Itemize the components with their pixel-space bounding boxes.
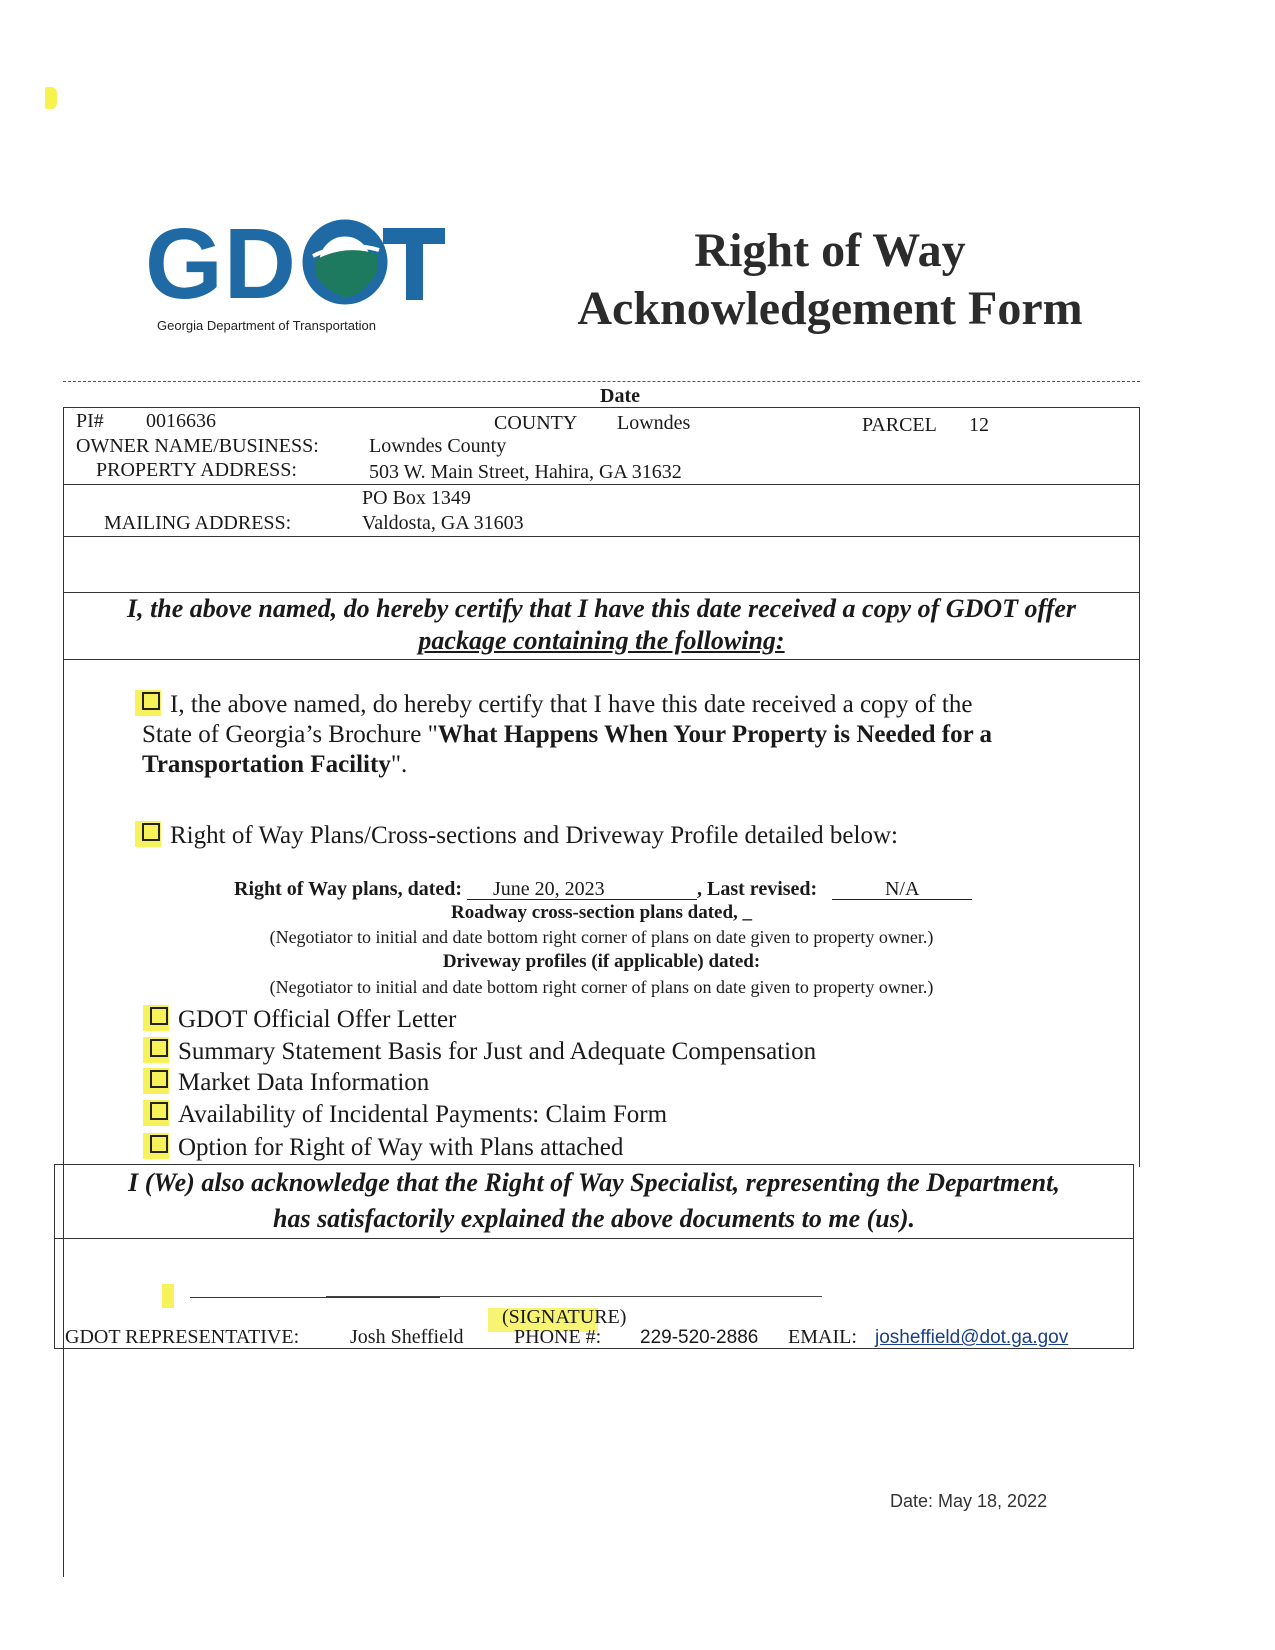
mailing-address-line2: Valdosta, GA 31603 bbox=[362, 512, 524, 534]
acknowledge-line-2: has satisfactorily explained the above documents to me (us). bbox=[272, 1204, 916, 1233]
svg-text:GD: GD bbox=[145, 214, 297, 306]
row-rule bbox=[63, 659, 1140, 660]
mailing-address-label: MAILING ADDRESS: bbox=[104, 512, 292, 534]
brochure-line-2: State of Georgia’s Brochure "What Happens When Your Property is Needed for a bbox=[142, 721, 992, 748]
signature-line[interactable] bbox=[190, 1297, 440, 1298]
gdot-logo bbox=[145, 214, 445, 338]
gdot-logo-icon bbox=[145, 214, 445, 306]
row-rule bbox=[63, 592, 1140, 593]
mailing-address-line1: PO Box 1349 bbox=[362, 487, 471, 509]
page-title bbox=[540, 222, 1120, 338]
email-link[interactable]: josheffield@dot.ga.gov bbox=[875, 1327, 1069, 1348]
phone-label: PHONE #: bbox=[514, 1326, 602, 1348]
owner-value: Lowndes County bbox=[369, 435, 507, 457]
plans-dated-row: Right of Way plans, dated: June 20, 2023 , Last revised: N/A bbox=[234, 878, 972, 900]
rep-value: Josh Sheffield bbox=[350, 1326, 464, 1348]
checklist-item: Summary Statement Basis for Just and Adequate Compensation bbox=[150, 1037, 816, 1067]
checklist-item-brochure: I, the above named, do hereby certify that I have this date received a copy of the bbox=[142, 690, 972, 720]
row-rule bbox=[54, 1164, 1134, 1165]
negotiator-note-2: (Negotiator to initial and date bottom right corner of plans on date given to property owner.) bbox=[269, 977, 934, 997]
table-bottom-rule bbox=[54, 1348, 1134, 1349]
checkbox[interactable] bbox=[150, 1007, 168, 1025]
table-right-border bbox=[1139, 407, 1140, 1167]
checkbox[interactable] bbox=[150, 1102, 168, 1120]
signature-line-field[interactable] bbox=[326, 1296, 822, 1297]
driveway-label: Driveway profiles (if applicable) dated: bbox=[442, 951, 761, 972]
plans-dated-field[interactable]: June 20, 2023 bbox=[467, 879, 697, 900]
sign-here-highlight bbox=[162, 1284, 174, 1308]
footer-date: Date: May 18, 2022 bbox=[890, 1491, 1048, 1511]
acknowledge-line-1: I (We) also acknowledge that the Right of Way Specialist, representing the Department, bbox=[128, 1168, 1060, 1197]
checklist-item-plans: Right of Way Plans/Cross-sections and Driveway Profile detailed below: bbox=[142, 821, 898, 851]
property-address-label: PROPERTY ADDRESS: bbox=[96, 459, 297, 481]
signature-label: (SIGNATURE) bbox=[502, 1306, 627, 1328]
property-address-value: 503 W. Main Street, Hahira, GA 31632 bbox=[369, 461, 682, 483]
county-label: COUNTY bbox=[494, 412, 578, 434]
email-label: EMAIL: bbox=[788, 1326, 857, 1348]
parcel-label: PARCEL bbox=[862, 414, 937, 436]
date-label: Date bbox=[600, 385, 640, 407]
row-rule bbox=[54, 1238, 1134, 1239]
checkbox[interactable] bbox=[150, 1039, 168, 1057]
last-revised-field[interactable]: N/A bbox=[832, 879, 972, 900]
checklist-item: Option for Right of Way with Plans attached bbox=[150, 1133, 623, 1163]
phone-value: 229-520-2886 bbox=[640, 1327, 759, 1348]
logo-subtitle: Georgia Department of Transportation bbox=[157, 318, 376, 333]
row-rule bbox=[63, 484, 1140, 485]
brochure-checkbox[interactable] bbox=[142, 692, 160, 710]
certify-line-1: I, the above named, do hereby certify that I have this date received a copy of GDOT offer bbox=[126, 594, 1077, 623]
pi-label: PI# bbox=[76, 410, 104, 432]
rep-label: GDOT REPRESENTATIVE: bbox=[65, 1326, 300, 1348]
brochure-line-3: Transportation Facility". bbox=[142, 751, 408, 778]
highlight-mark bbox=[45, 87, 57, 109]
plans-checkbox[interactable] bbox=[142, 823, 160, 841]
checkbox[interactable] bbox=[150, 1135, 168, 1153]
certify-line-2: package containing the following: bbox=[418, 626, 785, 655]
table-top-rule bbox=[63, 407, 1140, 408]
county-value: Lowndes bbox=[617, 412, 691, 434]
checkbox[interactable] bbox=[150, 1070, 168, 1088]
checklist-item: Market Data Information bbox=[150, 1068, 429, 1098]
roadway-label: Roadway cross-section plans dated, _ bbox=[450, 902, 753, 923]
checklist-item: Availability of Incidental Payments: Claim Form bbox=[150, 1100, 667, 1130]
parcel-value: 12 bbox=[969, 414, 989, 436]
title-line-1: Right of Way bbox=[694, 224, 966, 277]
pi-value: 0016636 bbox=[146, 410, 216, 432]
title-line-2: Acknowledgement Form bbox=[577, 282, 1083, 335]
logo-text bbox=[145, 214, 445, 322]
checklist-item: GDOT Official Offer Letter bbox=[150, 1005, 456, 1035]
top-rule bbox=[63, 381, 1140, 382]
negotiator-note-1: (Negotiator to initial and date bottom right corner of plans on date given to property owner.) bbox=[269, 927, 934, 947]
row-rule bbox=[63, 536, 1140, 537]
owner-label: OWNER NAME/BUSINESS: bbox=[76, 435, 319, 457]
